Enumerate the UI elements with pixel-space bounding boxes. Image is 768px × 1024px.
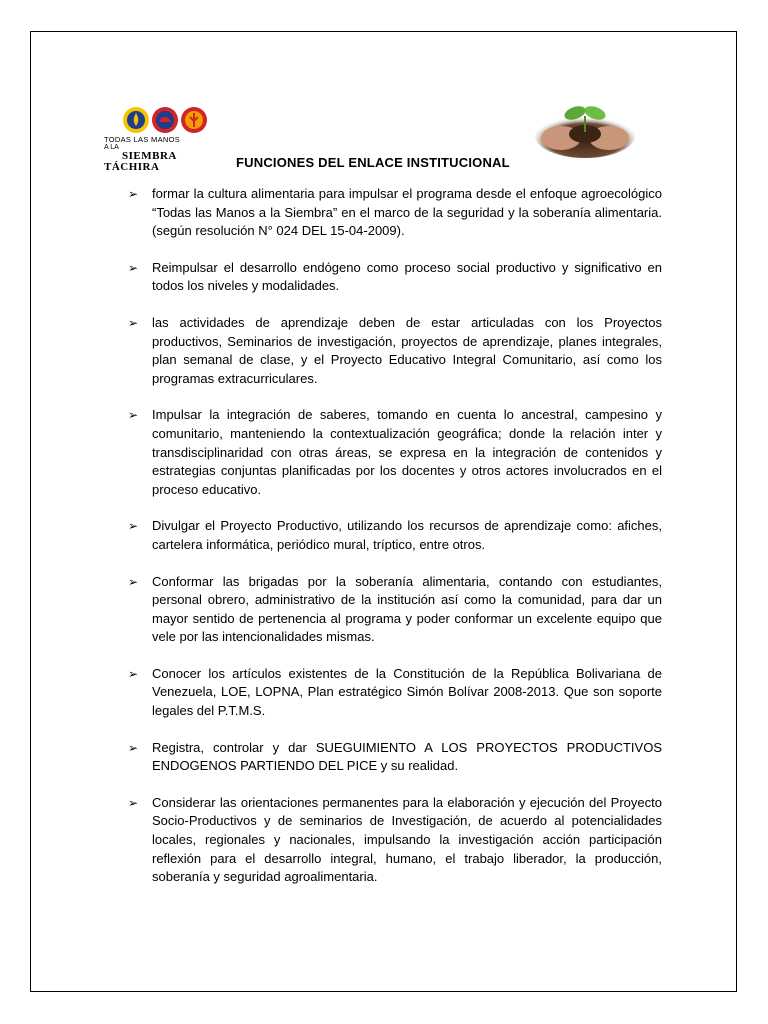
bullet-arrow-icon: ➢ [128,666,139,681]
list-item [128,406,662,499]
bullet-arrow-icon: ➢ [128,574,139,589]
list-item-text: Conformar las brigadas por la soberanía alimentaria, contando con estudiantes, personal obrero, administrativo de la institución así como la comunidad, para dar un mayor sentido de pertenencia al programa y poder conformar un excelente equipo que vele por las intencionalidades mismas. [152,573,662,645]
program-logo [104,104,220,174]
list-item [128,665,662,721]
list-item [128,739,662,776]
list-item-text: Considerar las orientaciones permanentes para la elaboración y ejecución del Proyecto Socio-Productivos y de seminarios de Investigación, de acuerdo al potencialidades locales, regionales y nacionales, impulsando la investigación acción participación reflexión para el desarrollo integral, humano, el trabajo liberador, la producción, soberanía y seguridad agroalimentaria. [152,794,662,885]
logo-line-4: TÁCHIRA [104,161,160,173]
list-item [128,259,662,296]
list-item [128,573,662,647]
bullet-arrow-icon: ➢ [128,187,139,201]
list-item [128,314,662,388]
logo-line-1: TODAS LAS MANOS [104,135,181,144]
list-item [128,517,662,554]
logo-line-3: SIEMBRA [122,150,177,162]
bullet-arrow-icon: ➢ [128,740,139,755]
bullet-arrow-icon: ➢ [128,519,139,534]
plant-in-hands-image [533,98,637,158]
list-item-text: Conocer los artículos existentes de la Constitución de la República Bolivariana de Venezuela, LOE, LOPNA, Plan estratégico Simón Bolívar 2008-2013. Que son soporte legales del P.T.M.S. [152,665,662,719]
list-item-text: Impulsar la integración de saberes, tomando en cuenta lo ancestral, campesino y comunitario, manteniendo la contextualización geográfica; donde la relación inter y transdisciplinaridad con otras áreas, se expresa en la integración de contenidos y estrategias conjuntas planificadas por los docentes y otros actores involucrados en el proceso educativo. [152,407,662,497]
bullet-arrow-icon: ➢ [128,795,139,810]
list-item-text: Divulgar el Proyecto Productivo, utilizando los recursos de aprendizaje como: afiches, cartelera informática, periódico mural, tríptico, entre otros. [152,518,662,552]
bullet-arrow-icon: ➢ [128,260,139,275]
list-item-text: Reimpulsar el desarrollo endógeno como proceso social productivo y significativo en todos los niveles y modalidades. [152,259,662,294]
logo-circles-icon [122,104,218,136]
logo-line-2: A LA [104,144,119,151]
list-item [128,185,662,241]
bullet-arrow-icon: ➢ [128,408,139,423]
list-item-text: formar la cultura alimentaria para impulsar el programa desde el enfoque agroecológico “Todas las Manos a la Siembra” en el marco de la seguridad y la soberanía alimentaria. (según resolución N° 024 DEL 15-04-2009). [152,186,662,239]
functions-list [128,185,662,887]
bullet-arrow-icon: ➢ [128,315,139,330]
page-title: FUNCIONES DEL ENLACE INSTITUCIONAL [236,155,510,170]
list-item [128,794,662,887]
list-item-text: las actividades de aprendizaje deben de estar articuladas con los Proyectos productivos, Seminarios de investigación, proyectos de aprendizaje, planes integrales, plan semanal de clase, y el Proyecto Educativo Integral Comunitario, así como los programas extracurriculares. [152,314,662,386]
list-item-text: Registra, controlar y dar SUEGUIMIENTO A LOS PROYECTOS PRODUCTIVOS ENDOGENOS PARTIENDO DEL PICE y su realidad. [152,739,662,774]
